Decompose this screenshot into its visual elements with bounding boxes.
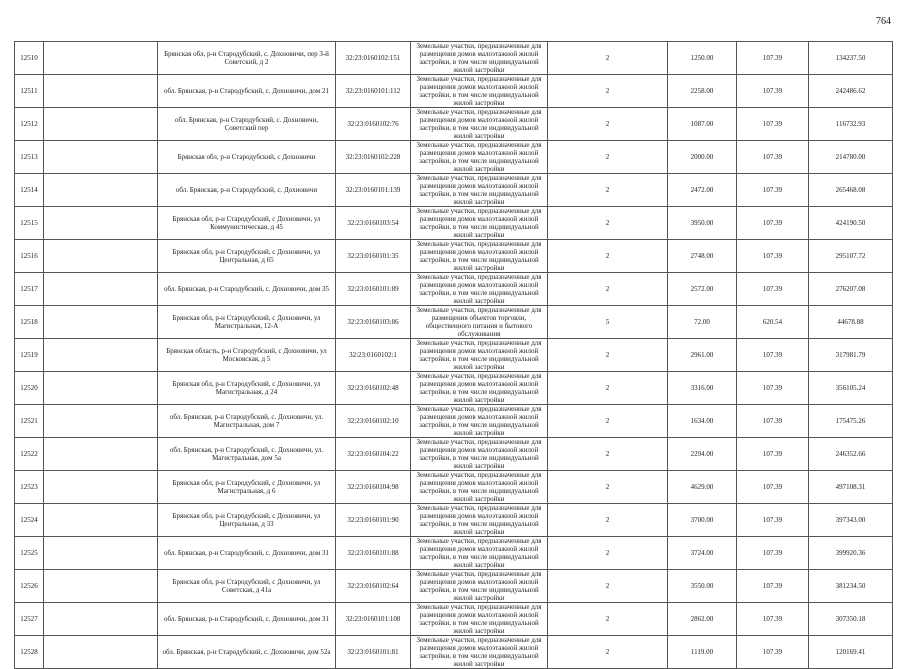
- rate-cell: 2: [548, 570, 668, 603]
- address-cell: обл. Брянская, р-н Стародубский, с. Дохновичи, дом 35: [158, 273, 336, 306]
- row-number: 12517: [15, 273, 44, 306]
- area-cell: 2862.00: [668, 603, 737, 636]
- rate-cell: 2: [548, 207, 668, 240]
- address-cell: обл. Брянская, р-н Стародубский, с. Дохновичи, Советский пер: [158, 108, 336, 141]
- land-use-cell: Земельные участки, предназначенные для размещения домов малоэтажной жилой застройки, в том числе индивидуальной жилой застройки: [411, 372, 548, 405]
- address-cell: обл. Брянская, р-н Стародубский, с. Дохновичи, дом 52а: [158, 636, 336, 669]
- cadastral-value-cell: 134237.50: [809, 42, 893, 75]
- table-row: [15, 438, 893, 471]
- table-row: [15, 75, 893, 108]
- specific-value-cell: 107.39: [737, 636, 809, 669]
- land-use-cell: Земельные участки, предназначенные для размещения домов малоэтажной жилой застройки, в том числе индивидуальной жилой застройки: [411, 636, 548, 669]
- row-number: 12524: [15, 504, 44, 537]
- spacer-cell: [44, 174, 158, 207]
- row-number: 12515: [15, 207, 44, 240]
- area-cell: 72.00: [668, 306, 737, 339]
- cadastral-number-cell: 32:23:0160101:90: [336, 504, 411, 537]
- cadastral-number-cell: 32:23:0160102:1: [336, 339, 411, 372]
- cadastral-value-cell: 265468.08: [809, 174, 893, 207]
- cadastral-number-cell: 32:23:0160102:151: [336, 42, 411, 75]
- land-use-cell: Земельные участки, предназначенные для размещения домов малоэтажной жилой застройки, в том числе индивидуальной жилой застройки: [411, 75, 548, 108]
- land-use-cell: Земельные участки, предназначенные для размещения домов малоэтажной жилой застройки, в том числе индивидуальной жилой застройки: [411, 42, 548, 75]
- spacer-cell: [44, 405, 158, 438]
- cadastral-register-table: [14, 41, 893, 669]
- specific-value-cell: 107.39: [737, 471, 809, 504]
- land-use-cell: Земельные участки, предназначенные для размещения объектов торговли, общественного питания и бытового обслуживания: [411, 306, 548, 339]
- area-cell: 2258.00: [668, 75, 737, 108]
- specific-value-cell: 107.39: [737, 273, 809, 306]
- area-cell: 3550.00: [668, 570, 737, 603]
- area-cell: 2000.00: [668, 141, 737, 174]
- table-row: [15, 570, 893, 603]
- specific-value-cell: 107.39: [737, 537, 809, 570]
- area-cell: 2294.00: [668, 438, 737, 471]
- spacer-cell: [44, 273, 158, 306]
- rate-cell: 2: [548, 438, 668, 471]
- cadastral-value-cell: 276207.08: [809, 273, 893, 306]
- area-cell: 1250.00: [668, 42, 737, 75]
- row-number: 12511: [15, 75, 44, 108]
- cadastral-value-cell: 356105.24: [809, 372, 893, 405]
- address-cell: Брянская обл, р-н Стародубский, с Дохновичи, ул Центральная, д 65: [158, 240, 336, 273]
- rate-cell: 2: [548, 636, 668, 669]
- address-cell: Брянская область, р-н Стародубский, с Дохновичи, ул Московская, д 5: [158, 339, 336, 372]
- specific-value-cell: 107.39: [737, 603, 809, 636]
- cadastral-number-cell: 32:23:0160103:86: [336, 306, 411, 339]
- table-row: [15, 603, 893, 636]
- cadastral-value-cell: 397343.00: [809, 504, 893, 537]
- cadastral-number-cell: 32:23:0160103:54: [336, 207, 411, 240]
- rate-cell: 2: [548, 108, 668, 141]
- address-cell: обл. Брянская, р-н Стародубский, с. Дохновичи, дом 21: [158, 75, 336, 108]
- cadastral-number-cell: 32:23:0160102:64: [336, 570, 411, 603]
- area-cell: 1634.00: [668, 405, 737, 438]
- area-cell: 3316.00: [668, 372, 737, 405]
- rate-cell: 2: [548, 240, 668, 273]
- land-use-cell: Земельные участки, предназначенные для размещения домов малоэтажной жилой застройки, в том числе индивидуальной жилой застройки: [411, 174, 548, 207]
- address-cell: Брянская обл, р-н Стародубский, с Дохновичи, ул Советская, д 41а: [158, 570, 336, 603]
- cadastral-value-cell: 120169.41: [809, 636, 893, 669]
- cadastral-number-cell: 32:23:0160101:81: [336, 636, 411, 669]
- row-number: 12520: [15, 372, 44, 405]
- land-use-cell: Земельные участки, предназначенные для размещения домов малоэтажной жилой застройки, в том числе индивидуальной жилой застройки: [411, 438, 548, 471]
- specific-value-cell: 620.54: [737, 306, 809, 339]
- rate-cell: 5: [548, 306, 668, 339]
- page-number: 764: [876, 16, 891, 27]
- table-row: [15, 339, 893, 372]
- table-row: [15, 372, 893, 405]
- spacer-cell: [44, 636, 158, 669]
- land-use-cell: Земельные участки, предназначенные для размещения домов малоэтажной жилой застройки, в том числе индивидуальной жилой застройки: [411, 471, 548, 504]
- cadastral-number-cell: 32:23:0160102:10: [336, 405, 411, 438]
- row-number: 12527: [15, 603, 44, 636]
- address-cell: обл. Брянская, р-н Стародубский, с. Дохновичи, ул. Магистральная, дом 7: [158, 405, 336, 438]
- row-number: 12512: [15, 108, 44, 141]
- rate-cell: 2: [548, 603, 668, 636]
- table-row: [15, 636, 893, 669]
- rate-cell: 2: [548, 339, 668, 372]
- table-body: [15, 42, 893, 669]
- table-row: [15, 306, 893, 339]
- spacer-cell: [44, 471, 158, 504]
- address-cell: Брянская обл, р-н Стародубский, с Дохновичи, ул Центральная, д 33: [158, 504, 336, 537]
- cadastral-value-cell: 214780.00: [809, 141, 893, 174]
- table-row: [15, 273, 893, 306]
- address-cell: Брянская обл, р-н Стародубский, с Дохновичи: [158, 141, 336, 174]
- cadastral-number-cell: 32:23:0160101:112: [336, 75, 411, 108]
- rate-cell: 2: [548, 75, 668, 108]
- spacer-cell: [44, 42, 158, 75]
- table-row: [15, 174, 893, 207]
- address-cell: Брянская обл, р-н Стародубский, с Дохновичи, ул Магистральная, д 6: [158, 471, 336, 504]
- specific-value-cell: 107.39: [737, 504, 809, 537]
- spacer-cell: [44, 240, 158, 273]
- specific-value-cell: 107.39: [737, 405, 809, 438]
- specific-value-cell: 107.39: [737, 438, 809, 471]
- spacer-cell: [44, 339, 158, 372]
- area-cell: 3724.00: [668, 537, 737, 570]
- row-number: 12518: [15, 306, 44, 339]
- area-cell: 3700.00: [668, 504, 737, 537]
- spacer-cell: [44, 504, 158, 537]
- specific-value-cell: 107.39: [737, 339, 809, 372]
- area-cell: 2472.00: [668, 174, 737, 207]
- area-cell: 2572.00: [668, 273, 737, 306]
- specific-value-cell: 107.39: [737, 141, 809, 174]
- cadastral-value-cell: 175475.26: [809, 405, 893, 438]
- cadastral-value-cell: 399920.36: [809, 537, 893, 570]
- row-number: 12514: [15, 174, 44, 207]
- spacer-cell: [44, 570, 158, 603]
- cadastral-value-cell: 246352.66: [809, 438, 893, 471]
- specific-value-cell: 107.39: [737, 42, 809, 75]
- table-row: [15, 537, 893, 570]
- cadastral-value-cell: 116732.93: [809, 108, 893, 141]
- cadastral-number-cell: 32:23:0160104:22: [336, 438, 411, 471]
- row-number: 12521: [15, 405, 44, 438]
- address-cell: обл. Брянская, р-н Стародубский, с. Дохновичи, ул. Магистральная, дом 5а: [158, 438, 336, 471]
- cadastral-value-cell: 242486.62: [809, 75, 893, 108]
- row-number: 12513: [15, 141, 44, 174]
- land-use-cell: Земельные участки, предназначенные для размещения домов малоэтажной жилой застройки, в том числе индивидуальной жилой застройки: [411, 141, 548, 174]
- specific-value-cell: 107.39: [737, 75, 809, 108]
- rate-cell: 2: [548, 537, 668, 570]
- cadastral-number-cell: 32:23:0160101:35: [336, 240, 411, 273]
- area-cell: 3950.00: [668, 207, 737, 240]
- cadastral-value-cell: 497108.31: [809, 471, 893, 504]
- spacer-cell: [44, 108, 158, 141]
- row-number: 12522: [15, 438, 44, 471]
- area-cell: 4629.00: [668, 471, 737, 504]
- land-use-cell: Земельные участки, предназначенные для размещения домов малоэтажной жилой застройки, в том числе индивидуальной жилой застройки: [411, 108, 548, 141]
- spacer-cell: [44, 75, 158, 108]
- cadastral-value-cell: 317981.79: [809, 339, 893, 372]
- rate-cell: 2: [548, 174, 668, 207]
- specific-value-cell: 107.39: [737, 108, 809, 141]
- area-cell: 2961.00: [668, 339, 737, 372]
- area-cell: 2748.00: [668, 240, 737, 273]
- land-use-cell: Земельные участки, предназначенные для размещения домов малоэтажной жилой застройки, в том числе индивидуальной жилой застройки: [411, 537, 548, 570]
- spacer-cell: [44, 603, 158, 636]
- spacer-cell: [44, 372, 158, 405]
- cadastral-value-cell: 381234.50: [809, 570, 893, 603]
- address-cell: Брянская обл, р-н Стародубский, с Дохновичи, ул Коммунистическая, д 45: [158, 207, 336, 240]
- address-cell: Брянская обл, р-н Стародубский, с. Дохновичи, пер 3-й Советский, д 2: [158, 42, 336, 75]
- area-cell: 1087.00: [668, 108, 737, 141]
- land-use-cell: Земельные участки, предназначенные для размещения домов малоэтажной жилой застройки, в том числе индивидуальной жилой застройки: [411, 405, 548, 438]
- cadastral-value-cell: 44678.88: [809, 306, 893, 339]
- row-number: 12528: [15, 636, 44, 669]
- row-number: 12525: [15, 537, 44, 570]
- spacer-cell: [44, 438, 158, 471]
- table-row: [15, 240, 893, 273]
- specific-value-cell: 107.39: [737, 372, 809, 405]
- land-use-cell: Земельные участки, предназначенные для размещения домов малоэтажной жилой застройки, в том числе индивидуальной жилой застройки: [411, 273, 548, 306]
- area-cell: 1119.00: [668, 636, 737, 669]
- row-number: 12519: [15, 339, 44, 372]
- specific-value-cell: 107.39: [737, 570, 809, 603]
- land-use-cell: Земельные участки, предназначенные для размещения домов малоэтажной жилой застройки, в том числе индивидуальной жилой застройки: [411, 603, 548, 636]
- spacer-cell: [44, 537, 158, 570]
- cadastral-number-cell: 32:23:0160102:48: [336, 372, 411, 405]
- spacer-cell: [44, 207, 158, 240]
- rate-cell: 2: [548, 141, 668, 174]
- table-row: [15, 471, 893, 504]
- address-cell: обл. Брянская, р-н Стародубский, с. Дохновичи, дом 31: [158, 603, 336, 636]
- table-row: [15, 504, 893, 537]
- address-cell: обл. Брянская, р-н Стародубский, с. Дохновичи, дом 31: [158, 537, 336, 570]
- table-row: [15, 207, 893, 240]
- row-number: 12516: [15, 240, 44, 273]
- specific-value-cell: 107.39: [737, 240, 809, 273]
- table-row: [15, 42, 893, 75]
- address-cell: обл. Брянская, р-н Стародубский, с. Дохновичи: [158, 174, 336, 207]
- table-row: [15, 141, 893, 174]
- land-use-cell: Земельные участки, предназначенные для размещения домов малоэтажной жилой застройки, в том числе индивидуальной жилой застройки: [411, 570, 548, 603]
- row-number: 12523: [15, 471, 44, 504]
- cadastral-number-cell: 32:23:0160101:139: [336, 174, 411, 207]
- land-use-cell: Земельные участки, предназначенные для размещения домов малоэтажной жилой застройки, в том числе индивидуальной жилой застройки: [411, 207, 548, 240]
- cadastral-number-cell: 32:23:0160101:108: [336, 603, 411, 636]
- row-number: 12510: [15, 42, 44, 75]
- land-use-cell: Земельные участки, предназначенные для размещения домов малоэтажной жилой застройки, в том числе индивидуальной жилой застройки: [411, 240, 548, 273]
- cadastral-number-cell: 32:23:0160102:228: [336, 141, 411, 174]
- cadastral-value-cell: 424190.50: [809, 207, 893, 240]
- spacer-cell: [44, 306, 158, 339]
- cadastral-number-cell: 32:23:0160101:88: [336, 537, 411, 570]
- table-row: [15, 108, 893, 141]
- specific-value-cell: 107.39: [737, 174, 809, 207]
- rate-cell: 2: [548, 405, 668, 438]
- rate-cell: 2: [548, 42, 668, 75]
- row-number: 12526: [15, 570, 44, 603]
- rate-cell: 2: [548, 471, 668, 504]
- address-cell: Брянская обл, р-н Стародубский, с Дохновичи, ул Магистральная, 12-А: [158, 306, 336, 339]
- rate-cell: 2: [548, 372, 668, 405]
- rate-cell: 2: [548, 273, 668, 306]
- table-row: [15, 405, 893, 438]
- cadastral-number-cell: 32:23:0160102:76: [336, 108, 411, 141]
- land-use-cell: Земельные участки, предназначенные для размещения домов малоэтажной жилой застройки, в том числе индивидуальной жилой застройки: [411, 504, 548, 537]
- rate-cell: 2: [548, 504, 668, 537]
- cadastral-number-cell: 32:23:0160101:89: [336, 273, 411, 306]
- address-cell: Брянская обл, р-н Стародубский, с Дохновичи, ул Магистральная, д 24: [158, 372, 336, 405]
- cadastral-value-cell: 295107.72: [809, 240, 893, 273]
- cadastral-value-cell: 307350.18: [809, 603, 893, 636]
- land-use-cell: Земельные участки, предназначенные для размещения домов малоэтажной жилой застройки, в том числе индивидуальной жилой застройки: [411, 339, 548, 372]
- cadastral-number-cell: 32:23:0160104:98: [336, 471, 411, 504]
- spacer-cell: [44, 141, 158, 174]
- specific-value-cell: 107.39: [737, 207, 809, 240]
